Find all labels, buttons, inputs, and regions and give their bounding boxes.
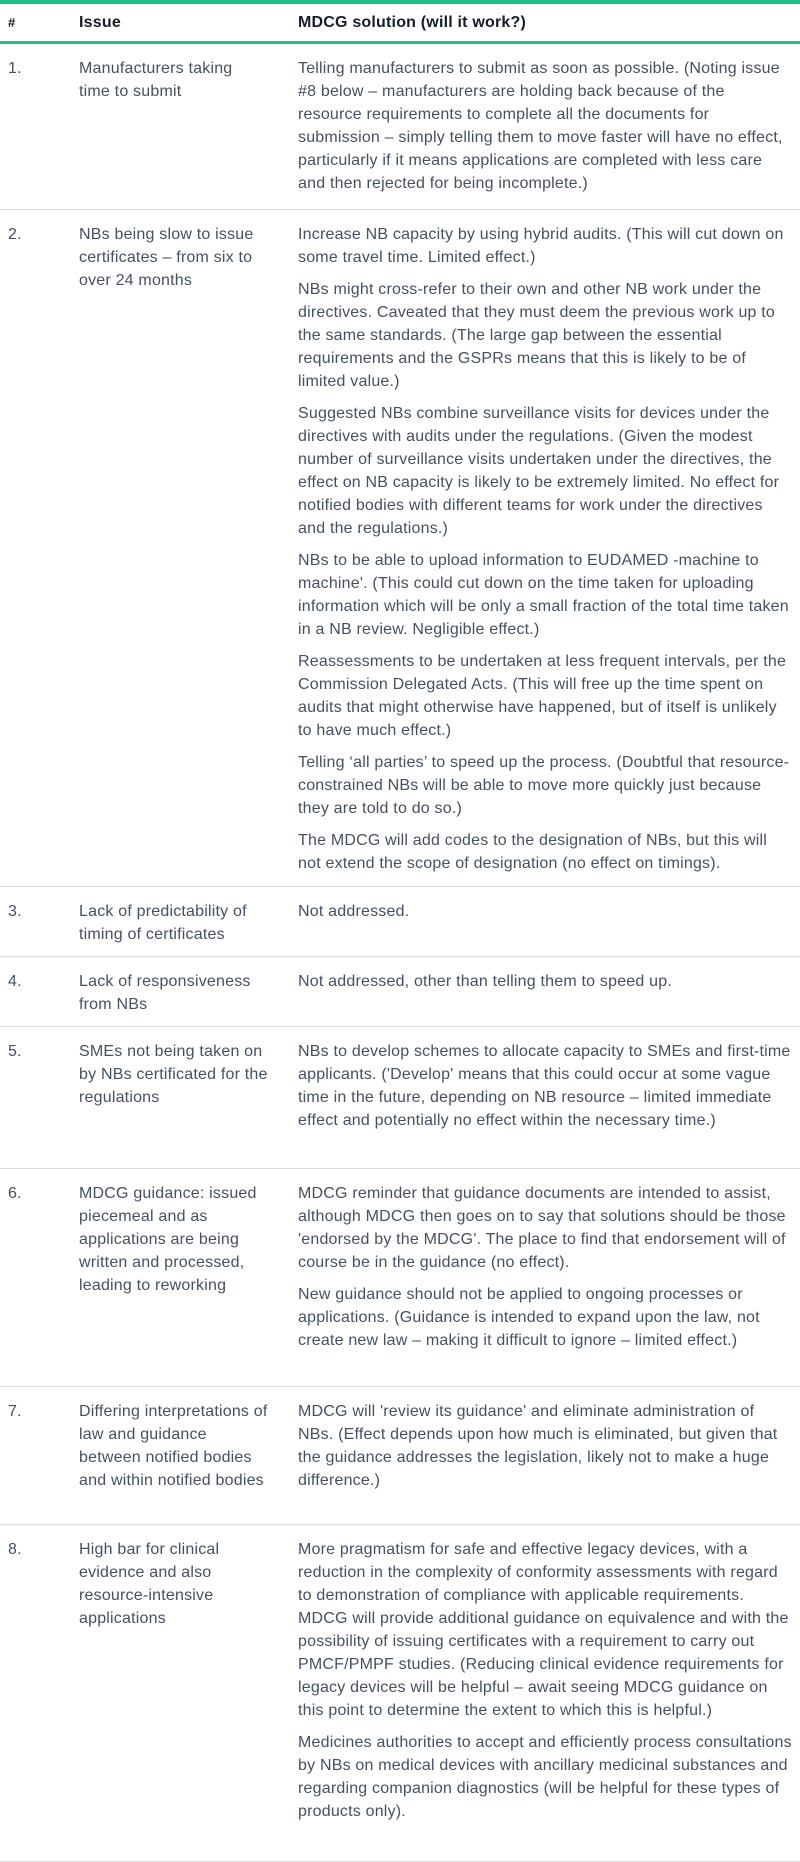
- solution-paragraph: Telling ‘all parties’ to speed up the process. (Doubtful that resource-constrained NBs will be able to move more quickly just because they are told to do so.): [298, 754, 790, 817]
- solution-paragraph: More pragmatism for safe and effective legacy devices, with a reduction in the complexity of conformity assessments with regard to demonstration of compliance with applicable requirements. MDCG will provide additional guidance on equivalence and with the possibility of issuing certificates with a requirement to carry out PMCF/PMPF studies. (Reducing clinical evidence requirements for legacy devices will be helpful – await seeing MDCG guidance on this point to determine the extent to which this is helpful.): [298, 1541, 789, 1719]
- issue-cell: MDCG guidance: issued piecemeal and as applications are being written and processed, leading to reworking: [79, 1185, 257, 1294]
- issue-cell: NBs being slow to issue certificates – from six to over 24 months: [79, 226, 254, 289]
- table-row: [0, 1027, 800, 1169]
- issue-cell: Manufacturers taking time to submit: [79, 60, 233, 100]
- solution-paragraph: Not addressed, other than telling them to speed up.: [298, 973, 672, 990]
- solution-paragraph: Not addressed.: [298, 903, 410, 920]
- table-row: [0, 210, 800, 887]
- solution-cell: [298, 57, 792, 199]
- row-number: 5.: [8, 1043, 22, 1060]
- header-solution-column: MDCG solution (will it work?): [298, 13, 527, 31]
- solution-cell: [298, 900, 792, 946]
- row-number: 6.: [8, 1185, 22, 1202]
- solution-cell: [298, 1538, 792, 1851]
- solution-paragraph: MDCG reminder that guidance documents are intended to assist, although MDCG then goes on to say that solutions should be those 'endorsed by the MDCG'. The place to find that endorsement will of course be in the guidance (no effect).: [298, 1185, 786, 1271]
- row-number: 1.: [8, 60, 22, 77]
- header-number-column: #: [8, 15, 16, 30]
- table-row: [0, 44, 800, 210]
- solution-cell: [298, 970, 792, 1016]
- issue-cell: Lack of responsiveness from NBs: [79, 973, 251, 1013]
- row-number: 8.: [8, 1541, 22, 1558]
- issue-cell: Differing interpretations of law and guidance between notified bodies and within notified bodies: [79, 1403, 268, 1489]
- table-row: [0, 1387, 800, 1525]
- solution-paragraph: The MDCG will add codes to the designation of NBs, but this will not extend the scope of designation (no effect on timings).: [298, 832, 768, 872]
- solution-paragraph: Suggested NBs combine surveillance visits for devices under the directives with audits under the regulations. (Given the modest number of surveillance visits undertaken under the directives, the effect on NB capacity is likely to be extremely limited. No effect for notified bodies with different teams for work under the directives and the regulations.): [298, 405, 780, 537]
- issue-cell: SMEs not being taken on by NBs certificated for the regulations: [79, 1043, 268, 1106]
- table-row: [0, 957, 800, 1027]
- issue-cell: High bar for clinical evidence and also resource-intensive applications: [79, 1541, 220, 1627]
- table-row: [0, 1525, 800, 1862]
- solution-cell: [298, 223, 792, 876]
- solution-paragraph: NBs to be able to upload information to EUDAMED -machine to machine'. (This could cut down on the time taken for uploading information which will be only a small fraction of the total time taken in a NB review. Negligible effect.): [298, 552, 789, 638]
- row-number: 2.: [8, 226, 22, 243]
- solution-paragraph: Reassessments to be undertaken at less frequent intervals, per the Commission Delegated Acts. (This will free up the time spent on audits that might otherwise have happened, but of itself is unlikely to have much effect.): [298, 653, 787, 739]
- row-number: 7.: [8, 1403, 22, 1420]
- table-header-row: [0, 4, 800, 41]
- solution-cell: [298, 1040, 792, 1158]
- table-row: [0, 887, 800, 957]
- table-row: [0, 1169, 800, 1387]
- solution-paragraph: NBs might cross-refer to their own and other NB work under the directives. Caveated that they must deem the previous work up to the same standards. (The large gap between the essential requirements and the GSPRs means that this is likely to be of limited value.): [298, 281, 776, 390]
- solution-cell: [298, 1400, 792, 1514]
- table-body: [0, 44, 800, 1862]
- solution-paragraph: MDCG will 'review its guidance' and eliminate administration of NBs. (Effect depends upon how much is eliminated, but given that the guidance addresses the legislation, likely not to make a huge difference.): [298, 1403, 778, 1489]
- header-issue-column: Issue: [79, 13, 121, 31]
- solution-paragraph: Medicines authorities to accept and efficiently process consultations by NBs on medical devices with ancillary medicinal substances and regarding companion diagnostics (will be helpful for these types of products only).: [298, 1734, 792, 1820]
- solution-paragraph: NBs to develop schemes to allocate capacity to SMEs and first-time applicants. ('Develop' means that this could occur at some vague time in the future, depending on NB resource – limited immediate effect and potentially no effect within the necessary time.): [298, 1043, 791, 1129]
- solution-cell: [298, 1182, 792, 1376]
- solution-paragraph: Increase NB capacity by using hybrid audits. (This will cut down on some travel time. Limited effect.): [298, 226, 784, 266]
- row-number: 4.: [8, 973, 22, 990]
- solution-paragraph: Telling manufacturers to submit as soon as possible. (Noting issue #8 below – manufacturers are holding back because of the resource requirements to complete all the documents for submission – simply telling them to move faster will have no effect, particularly if it means applications are completed with less care and then rejected for being incomplete.): [298, 60, 783, 192]
- row-number: 3.: [8, 903, 22, 920]
- issue-cell: Lack of predictability of timing of certificates: [79, 903, 247, 943]
- solution-paragraph: New guidance should not be applied to ongoing processes or applications. (Guidance is intended to expand upon the law, not create new law – making it difficult to ignore – limited effect.): [298, 1286, 760, 1349]
